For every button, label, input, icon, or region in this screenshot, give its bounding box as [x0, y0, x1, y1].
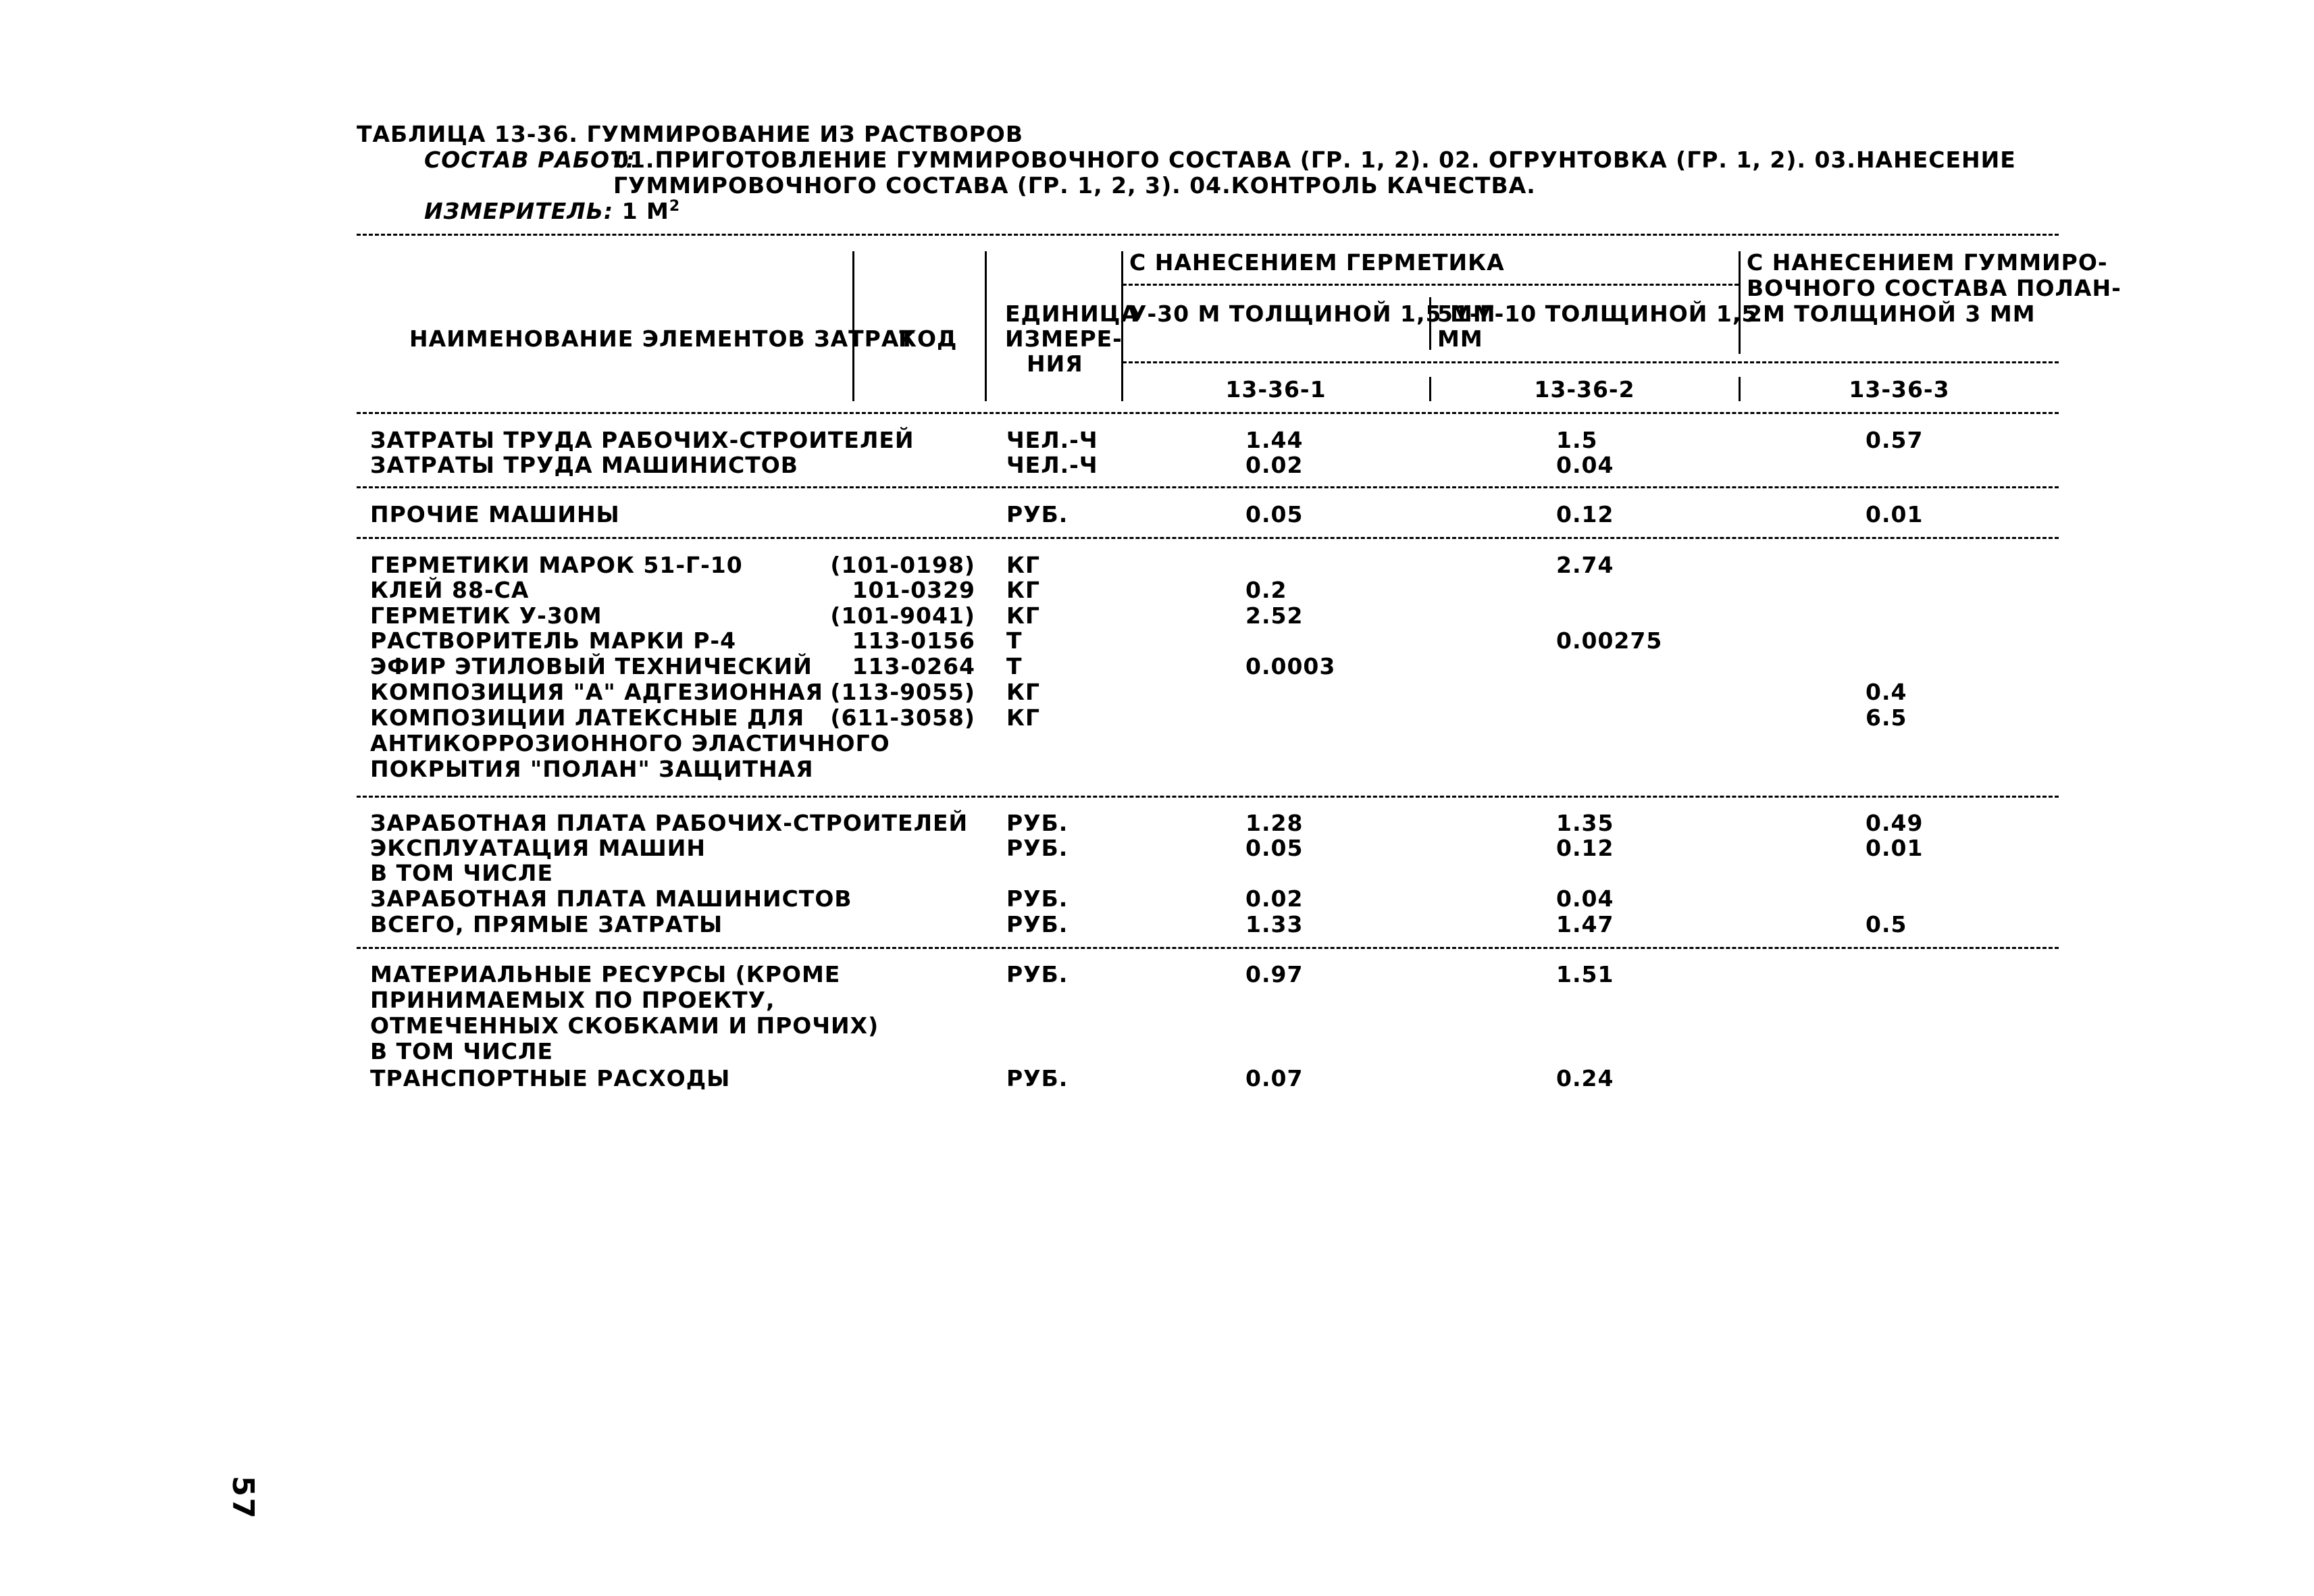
row-value-13-36-3: 0.57	[1866, 427, 1924, 453]
row-code: (611-3058)	[830, 704, 975, 731]
rule-section-1	[357, 486, 2059, 488]
row-unit: КГ	[1006, 552, 1041, 578]
rule-subheader	[1123, 361, 2059, 363]
row-value-13-36-3: 0.01	[1866, 501, 1924, 527]
header-unit-2: ИЗМЕРЕ-	[1005, 326, 1123, 352]
measure-exponent: 2	[669, 198, 681, 215]
row-name: ГЕРМЕТИКИ МАРОК 51-Г-10	[370, 552, 743, 578]
row-value-13-36-2: 1.51	[1556, 961, 1614, 987]
row-name: В ТОМ ЧИСЛЕ	[370, 860, 553, 886]
row-code: 113-0156	[852, 627, 975, 654]
row-value-13-36-3: 0.4	[1866, 679, 1907, 705]
row-name: ЗАТРАТЫ ТРУДА МАШИНИСТОВ	[370, 452, 798, 478]
row-unit: РУБ.	[1006, 885, 1069, 912]
row-name: ОТМЕЧЕННЫХ СКОБКАМИ И ПРОЧИХ)	[370, 1012, 879, 1039]
row-value-13-36-2: 0.00275	[1556, 627, 1663, 654]
rule-section-2	[357, 537, 2059, 539]
row-value-13-36-3: 0.5	[1866, 911, 1907, 937]
row-value-13-36-1: 0.05	[1245, 501, 1304, 527]
row-name: КЛЕЙ 88-СА	[370, 577, 530, 603]
row-name: ЗАРАБОТНАЯ ПЛАТА МАШИНИСТОВ	[370, 885, 852, 912]
row-code: (101-0198)	[830, 552, 975, 578]
row-unit: РУБ.	[1006, 501, 1069, 527]
row-name: В ТОМ ЧИСЛЕ	[370, 1038, 553, 1064]
row-value-13-36-2: 1.5	[1556, 427, 1598, 453]
row-unit: Т	[1006, 653, 1023, 679]
row-name: АНТИКОРРОЗИОННОГО ЭЛАСТИЧНОГО	[370, 730, 890, 756]
row-value-13-36-2: 0.04	[1556, 885, 1614, 912]
row-name: РАСТВОРИТЕЛЬ МАРКИ Р-4	[370, 627, 737, 654]
row-value-13-36-2: 1.35	[1556, 810, 1614, 836]
header-col-2: 13-36-2	[1534, 376, 1635, 403]
row-name: ЗАРАБОТНАЯ ПЛАТА РАБОЧИХ-СТРОИТЕЛЕЙ	[370, 810, 969, 836]
row-code: (113-9055)	[830, 679, 975, 705]
header-sub-1: У-30 М ТОЛЩИНОЙ 1,5 ММ	[1129, 301, 1496, 327]
row-value-13-36-3: 0.49	[1866, 810, 1924, 836]
header-group-2-line-2: ВОЧНОГО СОСТАВА ПОЛАН-	[1747, 275, 2122, 301]
row-value-13-36-3: 0.01	[1866, 835, 1924, 861]
row-value-13-36-1: 0.0003	[1245, 653, 1336, 679]
rule-header-bottom	[357, 412, 2059, 414]
header-unit-3: НИЯ	[1027, 351, 1083, 377]
row-code: (101-9041)	[830, 602, 975, 629]
row-name: ВСЕГО, ПРЯМЫЕ ЗАТРАТЫ	[370, 911, 723, 937]
row-name: ЗАТРАТЫ ТРУДА РАБОЧИХ-СТРОИТЕЛЕЙ	[370, 427, 915, 453]
row-value-13-36-1: 1.33	[1245, 911, 1304, 937]
row-unit: КГ	[1006, 704, 1041, 731]
row-unit: РУБ.	[1006, 810, 1069, 836]
row-value-13-36-1: 0.05	[1245, 835, 1304, 861]
row-value-13-36-2: 0.12	[1556, 501, 1614, 527]
header-col-3: 13-36-3	[1849, 376, 1950, 403]
row-name: ПОКРЫТИЯ "ПОЛАН" ЗАЩИТНАЯ	[370, 756, 814, 782]
row-code: 113-0264	[852, 653, 975, 679]
work-line-1: 01.ПРИГОТОВЛЕНИЕ ГУММИРОВОЧНОГО СОСТАВА (ГР. 1, 2). 02. ОГРУНТОВКА (ГР. 1, 2). 03.НАНЕСЕНИЕ	[613, 147, 2016, 173]
row-unit: Т	[1006, 627, 1023, 654]
measure	[424, 199, 680, 224]
row-value-13-36-1: 0.02	[1245, 452, 1304, 478]
row-value-13-36-1: 0.2	[1245, 577, 1287, 603]
row-unit: КГ	[1006, 602, 1041, 629]
row-name: ЭКСПЛУАТАЦИЯ МАШИН	[370, 835, 706, 861]
row-value-13-36-1: 0.07	[1245, 1065, 1304, 1091]
row-value-13-36-2: 2.74	[1556, 552, 1614, 578]
row-name: ПРИНИМАЕМЫХ ПО ПРОЕКТУ,	[370, 987, 775, 1013]
row-unit: КГ	[1006, 679, 1041, 705]
row-value-13-36-1: 1.44	[1245, 427, 1304, 453]
row-unit: РУБ.	[1006, 911, 1069, 937]
work-line-2: ГУММИРОВОЧНОГО СОСТАВА (ГР. 1, 2, 3). 04.КОНТРОЛЬ КАЧЕСТВА.	[613, 172, 1536, 199]
row-value-13-36-1: 0.02	[1245, 885, 1304, 912]
row-name: КОМПОЗИЦИЯ "А" АДГЕЗИОННАЯ	[370, 679, 823, 705]
row-unit: КГ	[1006, 577, 1041, 603]
row-code: 101-0329	[852, 577, 975, 603]
row-value-13-36-2: 0.04	[1556, 452, 1614, 478]
row-name: ГЕРМЕТИК У-30М	[370, 602, 602, 629]
row-value-13-36-2: 1.47	[1556, 911, 1614, 937]
row-unit: РУБ.	[1006, 1065, 1069, 1091]
row-unit: РУБ.	[1006, 835, 1069, 861]
row-value-13-36-1: 1.28	[1245, 810, 1304, 836]
row-name: КОМПОЗИЦИИ ЛАТЕКСНЫЕ ДЛЯ	[370, 704, 805, 731]
rule-section-3	[357, 796, 2059, 798]
work-label: СОСТАВ РАБОТ:	[424, 147, 636, 173]
header-sub-2-line-2: ММ	[1437, 326, 1483, 352]
header-code: КОД	[898, 326, 958, 352]
vline-code-unit	[985, 251, 987, 401]
row-value-13-36-1: 0.97	[1245, 961, 1304, 987]
measure-value: 1 М	[621, 198, 669, 224]
rule-group1	[1123, 284, 1739, 286]
header-sub-2-line-1: 51-Г-10 ТОЛЩИНОЙ 1,5	[1437, 301, 1758, 327]
row-value-13-36-2: 0.24	[1556, 1065, 1614, 1091]
row-value-13-36-3: 6.5	[1866, 704, 1907, 731]
row-value-13-36-2: 0.12	[1556, 835, 1614, 861]
measure-label: ИЗМЕРИТЕЛЬ:	[424, 198, 614, 224]
row-name: ПРОЧИЕ МАШИНЫ	[370, 501, 620, 527]
header-group-2-line-3: 2М ТОЛЩИНОЙ 3 ММ	[1747, 301, 2036, 327]
row-unit: ЧЕЛ.-Ч	[1006, 452, 1098, 478]
row-name: ЭФИР ЭТИЛОВЫЙ ТЕХНИЧЕСКИЙ	[370, 653, 813, 679]
row-unit: РУБ.	[1006, 961, 1069, 987]
header-group-1: С НАНЕСЕНИЕМ ГЕРМЕТИКА	[1129, 249, 1505, 276]
row-name: ТРАНСПОРТНЫЕ РАСХОДЫ	[370, 1065, 731, 1091]
page-number: 57	[226, 1476, 260, 1520]
rule-section-4	[357, 947, 2059, 949]
row-name: МАТЕРИАЛЬНЫЕ РЕСУРСЫ (КРОМЕ	[370, 961, 841, 987]
rule-top	[357, 234, 2059, 236]
row-value-13-36-1: 2.52	[1245, 602, 1304, 629]
header-name: НАИМЕНОВАНИЕ ЭЛЕМЕНТОВ ЗАТРАТ	[409, 326, 915, 352]
header-col-1: 13-36-1	[1225, 376, 1327, 403]
row-unit: ЧЕЛ.-Ч	[1006, 427, 1098, 453]
header-unit-1: ЕДИНИЦА	[1005, 301, 1139, 327]
header-group-2-line-1: С НАНЕСЕНИЕМ ГУММИРО-	[1747, 249, 2108, 276]
table-title: ТАБЛИЦА 13-36. ГУММИРОВАНИЕ ИЗ РАСТВОРОВ	[357, 121, 1024, 147]
